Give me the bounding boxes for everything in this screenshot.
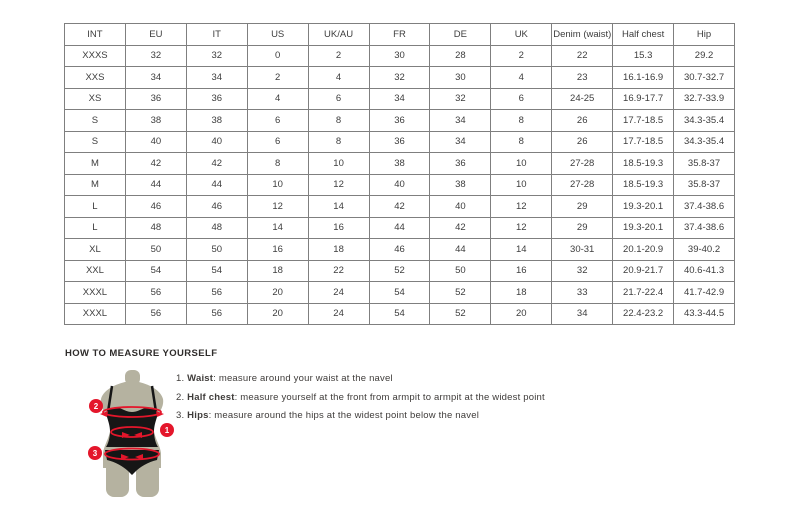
column-header: Half chest <box>613 24 674 46</box>
size-cell: 21.7-22.4 <box>613 282 674 304</box>
header-row <box>65 24 735 46</box>
size-row <box>65 303 735 325</box>
size-cell: 6 <box>491 88 552 110</box>
size-cell: 22 <box>552 45 613 67</box>
size-cell: 28 <box>430 45 491 67</box>
size-cell: 50 <box>430 260 491 282</box>
size-cell: 19.3-20.1 <box>613 196 674 218</box>
size-cell: 46 <box>125 196 186 218</box>
size-cell: XXXS <box>65 45 126 67</box>
size-cell: 27-28 <box>552 174 613 196</box>
column-header: UK/AU <box>308 24 369 46</box>
size-row <box>65 217 735 239</box>
column-header: INT <box>65 24 126 46</box>
size-cell: 44 <box>369 217 430 239</box>
size-cell: 42 <box>186 153 247 175</box>
size-cell: 50 <box>186 239 247 261</box>
size-cell: 8 <box>308 110 369 132</box>
size-row <box>65 45 735 67</box>
size-cell: 40 <box>186 131 247 153</box>
size-row <box>65 174 735 196</box>
size-cell: 32 <box>369 67 430 89</box>
size-cell: 34 <box>430 110 491 132</box>
size-cell: 36 <box>430 153 491 175</box>
size-cell: 24-25 <box>552 88 613 110</box>
size-cell: 40 <box>430 196 491 218</box>
size-cell: 32 <box>186 45 247 67</box>
size-cell: 54 <box>369 303 430 325</box>
size-cell: 18.5-19.3 <box>613 153 674 175</box>
size-cell: 4 <box>308 67 369 89</box>
size-cell: 40.6-41.3 <box>674 260 735 282</box>
size-cell: 18 <box>491 282 552 304</box>
hip-badge-number: 3 <box>92 449 98 458</box>
waist-badge <box>160 423 174 437</box>
size-cell: 42 <box>369 196 430 218</box>
size-row <box>65 153 735 175</box>
size-cell: 12 <box>247 196 308 218</box>
size-cell: 36 <box>369 110 430 132</box>
column-header: Denim (waist) <box>552 24 613 46</box>
size-cell: 20 <box>491 303 552 325</box>
size-cell: 36 <box>125 88 186 110</box>
size-cell: 32 <box>552 260 613 282</box>
size-cell: 8 <box>308 131 369 153</box>
size-cell: 48 <box>125 217 186 239</box>
size-cell: 35.8-37 <box>674 174 735 196</box>
size-cell: 2 <box>491 45 552 67</box>
size-cell: 20.9-21.7 <box>613 260 674 282</box>
size-cell: 2 <box>247 67 308 89</box>
size-cell: 26 <box>552 131 613 153</box>
size-row <box>65 196 735 218</box>
size-cell: 10 <box>247 174 308 196</box>
hip-badge <box>88 446 102 460</box>
column-header: EU <box>125 24 186 46</box>
measure-steps <box>176 373 545 429</box>
size-cell: 8 <box>491 131 552 153</box>
size-cell: 15.3 <box>613 45 674 67</box>
waist-badge-number: 1 <box>164 426 170 435</box>
chest-badge-number: 2 <box>93 402 99 411</box>
size-cell: 34 <box>125 67 186 89</box>
step-term: Hips <box>187 410 209 421</box>
step-text: : measure around your waist at the navel <box>213 373 393 384</box>
size-cell: 38 <box>430 174 491 196</box>
size-cell: 30.7-32.7 <box>674 67 735 89</box>
size-cell: 14 <box>247 217 308 239</box>
size-row <box>65 239 735 261</box>
measurement-diagram <box>75 368 190 508</box>
size-cell: 52 <box>369 260 430 282</box>
size-cell: 30-31 <box>552 239 613 261</box>
size-cell: 50 <box>125 239 186 261</box>
size-cell: 56 <box>186 303 247 325</box>
size-cell: 26 <box>552 110 613 132</box>
size-cell: 29 <box>552 217 613 239</box>
size-cell: 44 <box>186 174 247 196</box>
column-header: IT <box>186 24 247 46</box>
size-cell: 17.7-18.5 <box>613 110 674 132</box>
size-cell: 12 <box>491 217 552 239</box>
size-cell: 46 <box>369 239 430 261</box>
size-cell: 30 <box>430 67 491 89</box>
size-cell: 32 <box>125 45 186 67</box>
measure-step <box>176 410 545 421</box>
size-row <box>65 67 735 89</box>
size-cell: 56 <box>186 282 247 304</box>
size-cell: L <box>65 196 126 218</box>
size-cell: 16 <box>247 239 308 261</box>
size-row <box>65 88 735 110</box>
size-cell: 18 <box>247 260 308 282</box>
size-cell: 44 <box>125 174 186 196</box>
size-cell: 8 <box>491 110 552 132</box>
size-row <box>65 282 735 304</box>
size-cell: 38 <box>125 110 186 132</box>
size-cell: 14 <box>308 196 369 218</box>
size-cell: 19.3-20.1 <box>613 217 674 239</box>
size-cell: 56 <box>125 282 186 304</box>
size-cell: 35.8-37 <box>674 153 735 175</box>
size-cell: 36 <box>186 88 247 110</box>
size-cell: 36 <box>369 131 430 153</box>
size-cell: 54 <box>186 260 247 282</box>
size-cell: 34 <box>186 67 247 89</box>
size-cell: 16.1-16.9 <box>613 67 674 89</box>
size-cell: 34 <box>430 131 491 153</box>
step-text: : measure around the hips at the widest point below the navel <box>208 410 480 421</box>
size-row <box>65 131 735 153</box>
size-cell: XXXL <box>65 282 126 304</box>
size-cell: 41.7-42.9 <box>674 282 735 304</box>
size-cell: 22 <box>308 260 369 282</box>
size-cell: 32 <box>430 88 491 110</box>
size-cell: 44 <box>430 239 491 261</box>
size-cell: 17.7-18.5 <box>613 131 674 153</box>
chest-badge <box>89 399 103 413</box>
size-row <box>65 260 735 282</box>
size-cell: 24 <box>308 282 369 304</box>
size-cell: 24 <box>308 303 369 325</box>
step-number: 2. <box>176 391 188 403</box>
size-cell: 29 <box>552 196 613 218</box>
column-header: DE <box>430 24 491 46</box>
size-cell: 40 <box>369 174 430 196</box>
size-cell: 4 <box>247 88 308 110</box>
size-cell: 56 <box>125 303 186 325</box>
size-cell: 0 <box>247 45 308 67</box>
size-cell: 42 <box>430 217 491 239</box>
size-cell: 16.9-17.7 <box>613 88 674 110</box>
step-text: : measure yourself at the front from armpit to armpit at the widest point <box>234 391 545 403</box>
size-cell: 20 <box>247 282 308 304</box>
size-cell: 2 <box>308 45 369 67</box>
step-number: 1. <box>176 373 188 384</box>
size-cell: 34.3-35.4 <box>674 110 735 132</box>
measure-step <box>176 392 545 403</box>
size-cell: 33 <box>552 282 613 304</box>
size-cell: 40 <box>125 131 186 153</box>
size-cell: 20.1-20.9 <box>613 239 674 261</box>
size-cell: 48 <box>186 217 247 239</box>
size-cell: 38 <box>369 153 430 175</box>
size-cell: 6 <box>247 110 308 132</box>
size-cell: 4 <box>491 67 552 89</box>
size-cell: 32.7-33.9 <box>674 88 735 110</box>
size-cell: 42 <box>125 153 186 175</box>
size-cell: M <box>65 153 126 175</box>
size-cell: 34 <box>552 303 613 325</box>
size-cell: 37.4-38.6 <box>674 196 735 218</box>
size-cell: 29.2 <box>674 45 735 67</box>
size-cell: 54 <box>125 260 186 282</box>
size-cell: 52 <box>430 282 491 304</box>
size-cell: XL <box>65 239 126 261</box>
size-cell: XXS <box>65 67 126 89</box>
size-cell: S <box>65 131 126 153</box>
column-header: FR <box>369 24 430 46</box>
size-cell: 10 <box>491 153 552 175</box>
step-number: 3. <box>176 410 188 421</box>
column-header: Hip <box>674 24 735 46</box>
size-cell: 54 <box>369 282 430 304</box>
size-cell: 20 <box>247 303 308 325</box>
size-cell: M <box>65 174 126 196</box>
size-cell: 12 <box>308 174 369 196</box>
size-cell: XXL <box>65 260 126 282</box>
size-cell: 6 <box>308 88 369 110</box>
size-cell: 10 <box>491 174 552 196</box>
size-cell: 6 <box>247 131 308 153</box>
size-cell: S <box>65 110 126 132</box>
size-cell: 52 <box>430 303 491 325</box>
size-cell: 18.5-19.3 <box>613 174 674 196</box>
size-chart-table <box>64 23 735 325</box>
size-cell: 10 <box>308 153 369 175</box>
size-cell: XS <box>65 88 126 110</box>
size-row <box>65 110 735 132</box>
step-term: Half chest <box>187 391 235 403</box>
step-term: Waist <box>187 373 214 384</box>
size-cell: 16 <box>308 217 369 239</box>
column-header: US <box>247 24 308 46</box>
size-cell: 8 <box>247 153 308 175</box>
size-cell: 27-28 <box>552 153 613 175</box>
size-cell: 14 <box>491 239 552 261</box>
measure-guide-heading: HOW TO MEASURE YOURSELF <box>65 348 218 359</box>
size-cell: XXXL <box>65 303 126 325</box>
size-cell: 23 <box>552 67 613 89</box>
size-cell: 34 <box>369 88 430 110</box>
size-cell: 16 <box>491 260 552 282</box>
size-cell: 22.4-23.2 <box>613 303 674 325</box>
size-cell: 37.4-38.6 <box>674 217 735 239</box>
table-body <box>65 45 735 325</box>
size-cell: 18 <box>308 239 369 261</box>
size-cell: 39-40.2 <box>674 239 735 261</box>
size-cell: 43.3-44.5 <box>674 303 735 325</box>
size-cell: 30 <box>369 45 430 67</box>
size-cell: 12 <box>491 196 552 218</box>
size-cell: 46 <box>186 196 247 218</box>
measure-step <box>176 373 545 384</box>
column-header: UK <box>491 24 552 46</box>
size-cell: 38 <box>186 110 247 132</box>
size-cell: 34.3-35.4 <box>674 131 735 153</box>
size-cell: L <box>65 217 126 239</box>
